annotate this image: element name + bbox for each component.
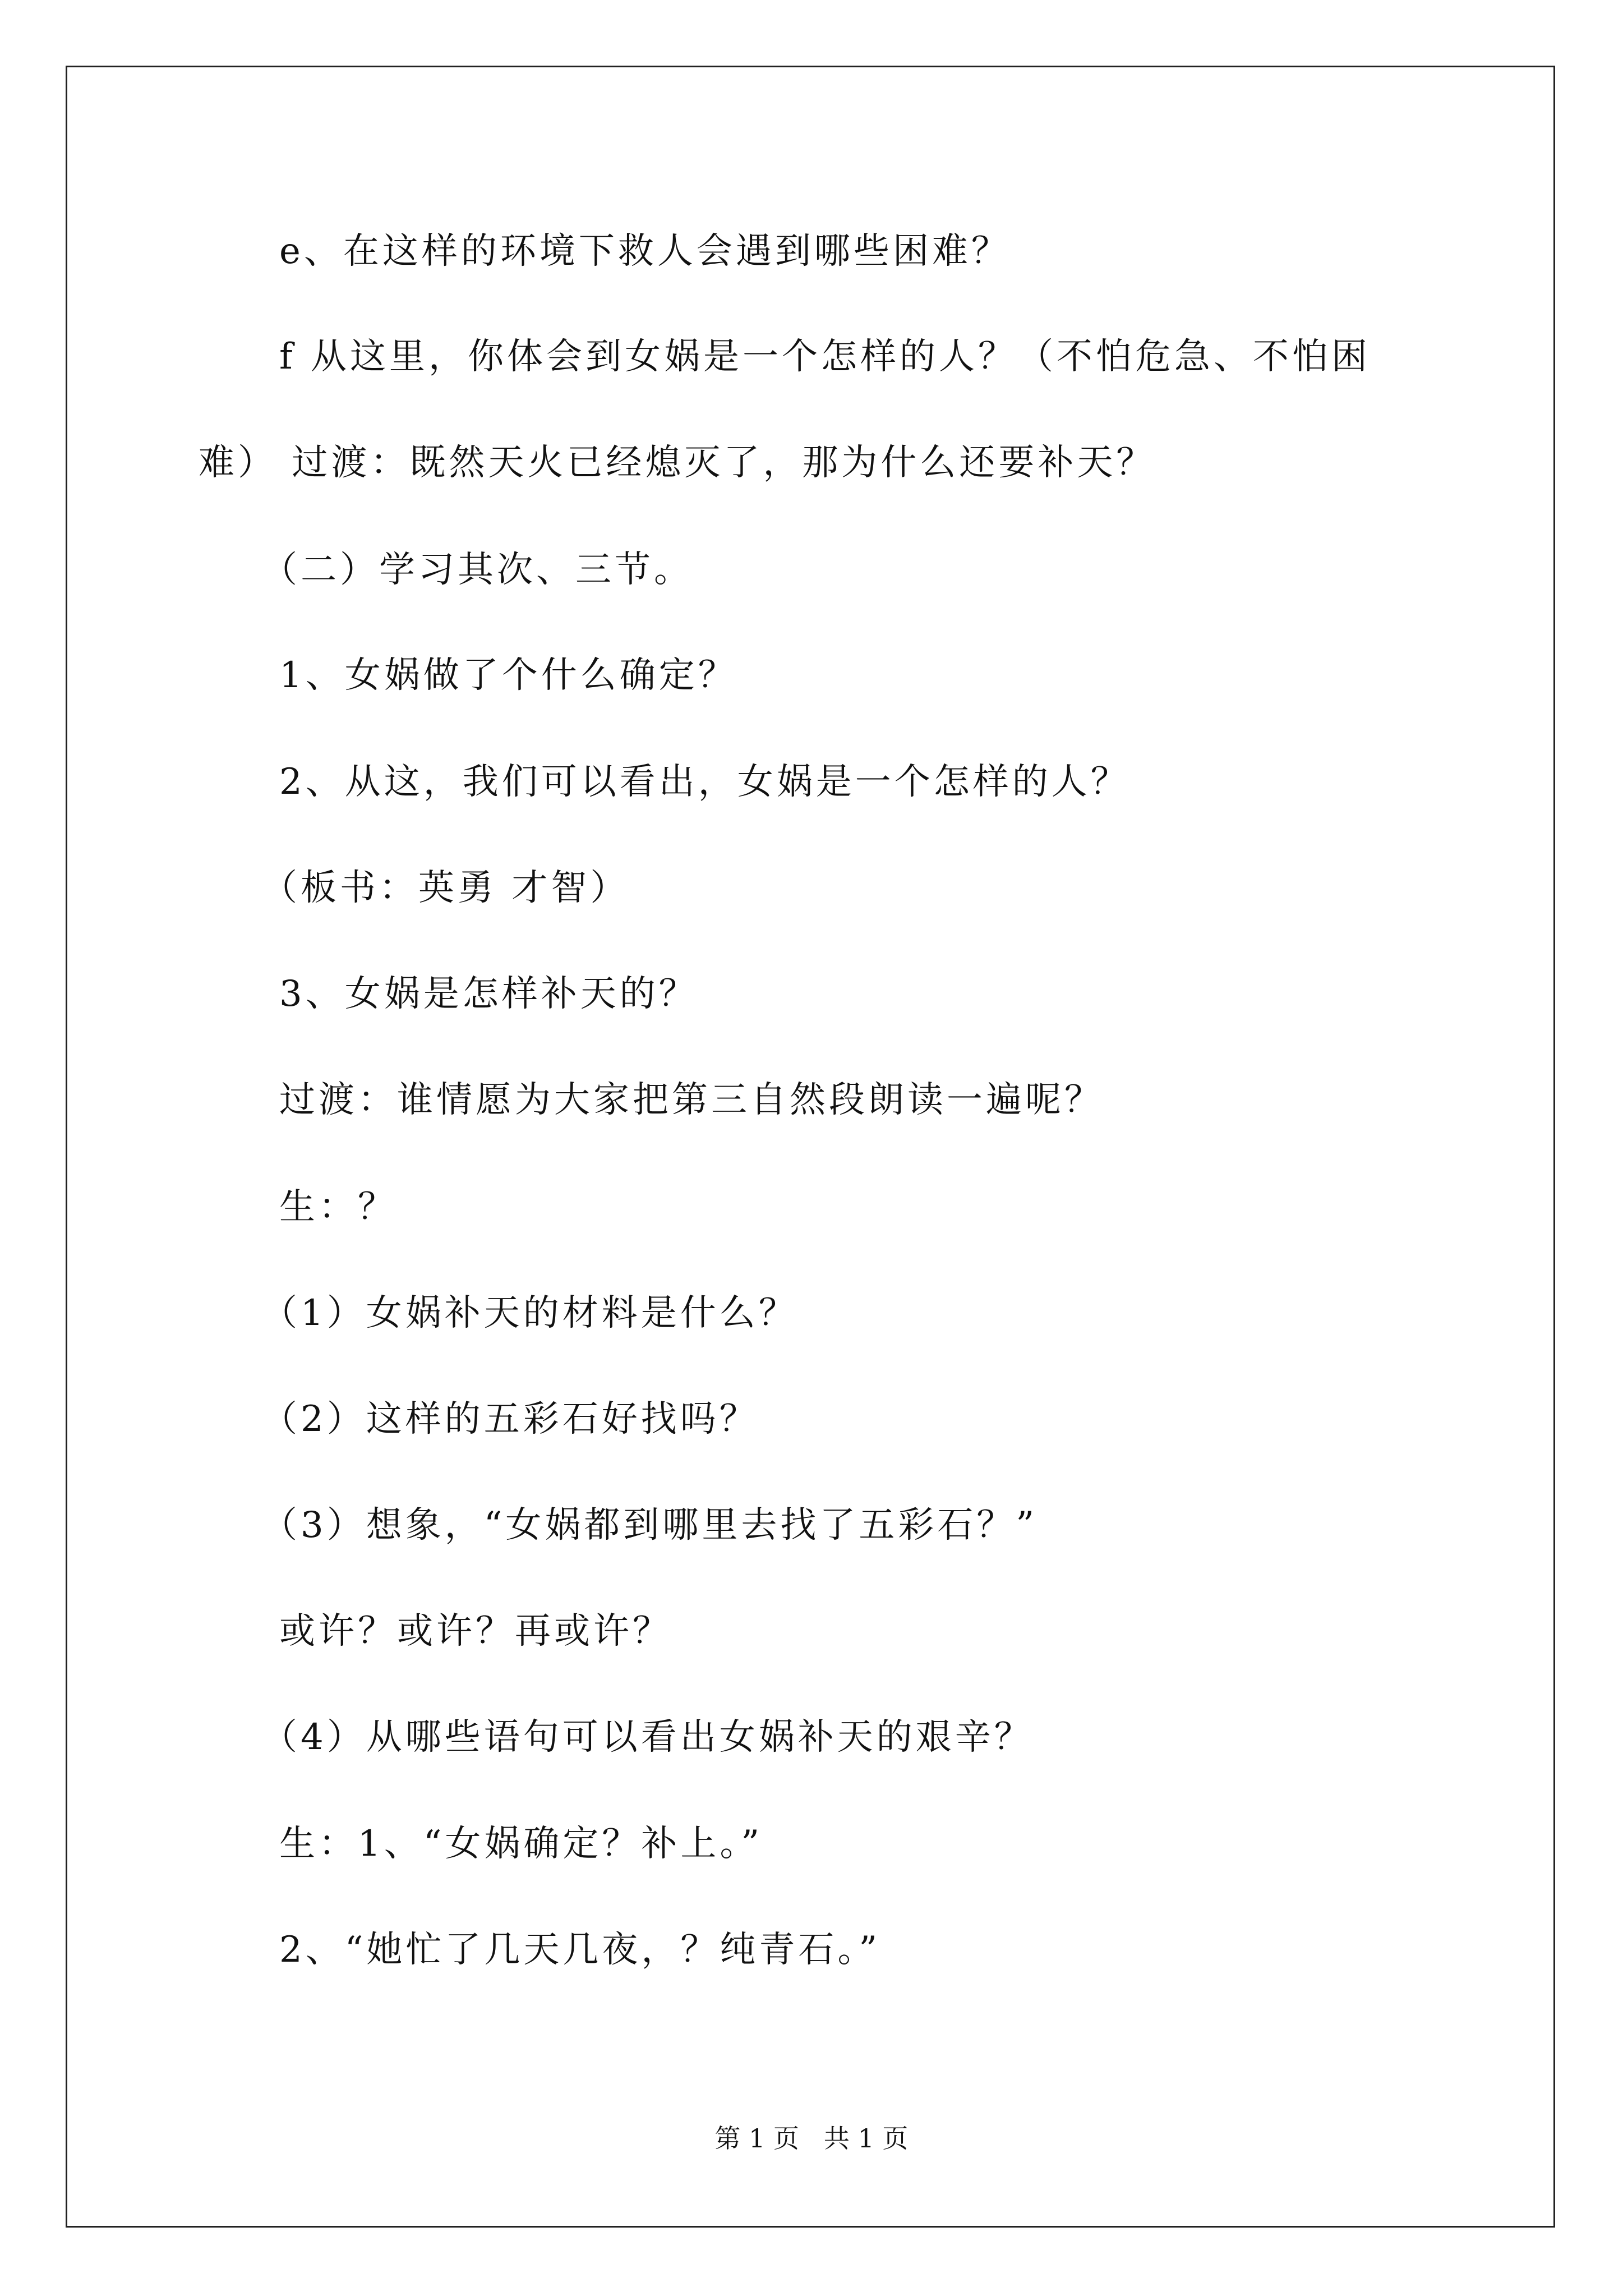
- page-footer: 第 1 页 共 1 页: [714, 2123, 909, 2154]
- text-line: （1）女娲补天的材料是什么？: [261, 1292, 798, 1334]
- page-border: [66, 66, 1555, 2228]
- text-line: （板书：英勇 才智）: [261, 867, 630, 909]
- text-line: 或许？或许？再或许？: [279, 1611, 672, 1652]
- text-line: 2、“她忙了几天几夜，？纯青石。”: [279, 1929, 881, 1971]
- text-line: （4）从哪些语句可以看出女娲补天的艰辛？: [261, 1717, 1034, 1758]
- text-line: 1、女娲做了个什么确定？: [279, 655, 737, 696]
- text-line: f 从这里，你体会到女娲是一个怎样的人？（不怕危急、不怕困: [279, 336, 1371, 378]
- text-line: 过渡：谁情愿为大家把第三自然段朗读一遍呢？: [279, 1079, 1104, 1121]
- text-line: 生：？: [279, 1186, 397, 1228]
- text-line: 3、女娲是怎样补天的？: [279, 973, 698, 1015]
- text-line: （3）想象，“女娲都到哪里去找了五彩石？”: [261, 1504, 1038, 1546]
- text-line: （2）这样的五彩石好找吗？: [261, 1398, 759, 1440]
- text-line: （二）学习其次、三节。: [261, 549, 693, 591]
- text-line: 难） 过渡：既然天火已经熄灭了，那为什么还要补天？: [199, 442, 1156, 484]
- text-line: e、在这样的环境下救人会遇到哪些困难？: [279, 231, 1011, 272]
- text-line: 2、从这，我们可以看出，女娲是一个怎样的人？: [279, 761, 1130, 803]
- text-line: 生：1、“女娲确定？补上。”: [279, 1823, 763, 1865]
